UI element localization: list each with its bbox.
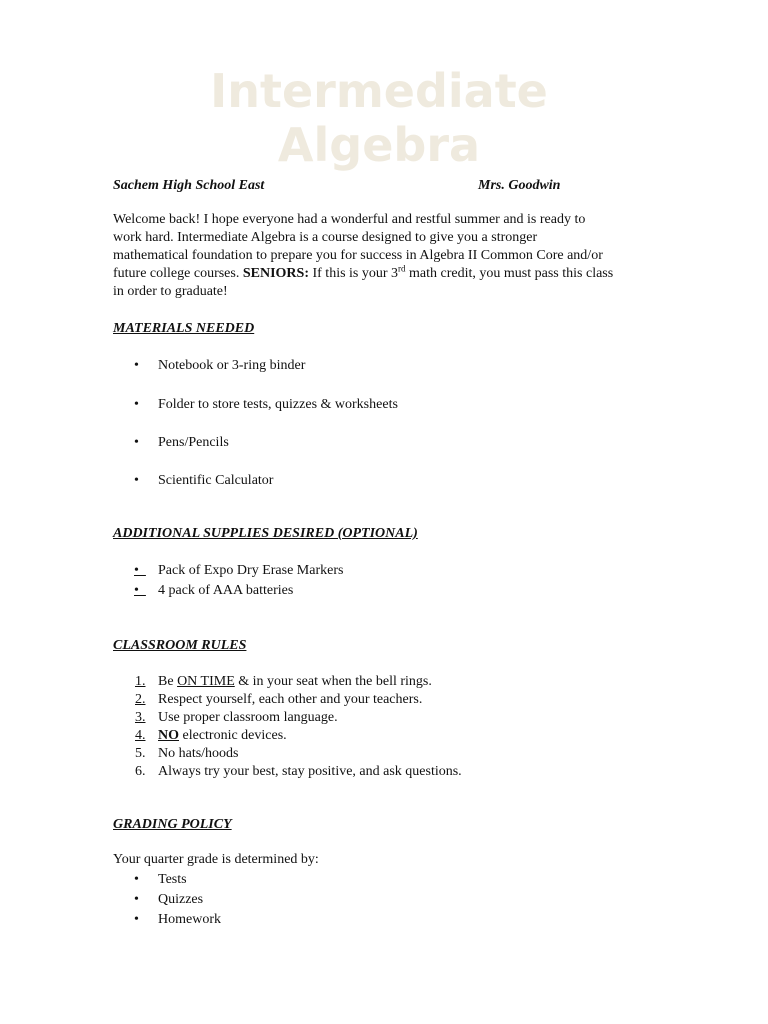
bullet-dot-icon: •: [134, 872, 139, 887]
list-item: • Pack of Expo Dry Erase Markers: [134, 563, 344, 578]
intro-line: [113, 265, 673, 283]
document-page: Intermediate Algebra Sachem High School East Mrs. Goodwin Welcome back! I hope everyone had a wonderful and restful summer and is ready to work hard. Intermediate Algebra is a course designed to give you a stronger mathematical foundation to prepare you for success in Algebra II Common Core and/or future college courses. SENIORS: If this is your 3rd math credit, you must pass this class in order to graduate! MATERIALS NEEDED • Notebook or 3-ring binder • Folder to store tests, quizzes & worksheets • Pens/Pencils • Scientific Calculator ADDITIONAL SUPPLIES DESIRED (OPTIONAL) • Pack of Expo Dry Erase Markers • 4 pack of AAA batteries CLASSROOM RULES 1. Be ON TIME & in your seat when the bell rings. 2. Respect yourself, each other and your teachers. 3. Use proper classroom language. 4. NO electronic devices. 5. No hats/hoods 6. Always try your best, stay positive, and ask questions. GRADING POLICY Your quarter grade is determined by: • Tests • Quizzes • Homework: [0, 0, 768, 1024]
rule-item: 3. Use proper classroom language.: [135, 710, 338, 725]
bullet-dot-icon: •: [134, 397, 139, 412]
bullet-dot-icon: •: [134, 912, 139, 927]
title-line-1: Intermediate: [210, 64, 548, 118]
intro-text: If this is your 3: [308, 266, 399, 281]
bullet-dot-icon: •: [134, 563, 146, 578]
rule-item: 2. Respect yourself, each other and your teachers.: [135, 692, 423, 707]
intro-text: math credit, you must pass this class: [405, 266, 614, 281]
ordinal-suffix: rd: [398, 263, 406, 274]
grading-intro: Your quarter grade is determined by:: [113, 852, 319, 867]
bullet-dot-icon: •: [134, 583, 146, 598]
seniors-label: SENIORS:: [242, 266, 309, 281]
bullet-dot-icon: •: [134, 473, 139, 488]
intro-text: future college courses.: [113, 266, 243, 281]
bullet-dot-icon: •: [134, 358, 139, 373]
rule-item: 1. Be ON TIME & in your seat when the bell rings.: [135, 674, 432, 689]
title-line-2: Algebra: [277, 118, 481, 172]
school-name: Sachem High School East: [113, 178, 265, 193]
on-time-emphasis: ON TIME: [177, 674, 235, 689]
list-item: • 4 pack of AAA batteries: [134, 583, 294, 598]
grading-heading: GRADING POLICY: [113, 817, 232, 832]
intro-paragraph: [113, 211, 673, 301]
intro-line: in order to graduate!: [113, 284, 228, 299]
rules-heading: CLASSROOM RULES: [113, 638, 247, 653]
rule-item: 5. No hats/hoods: [135, 746, 239, 761]
materials-heading: MATERIALS NEEDED: [113, 321, 255, 336]
intro-line: Welcome back! I hope everyone had a wonderful and restful summer and is ready to: [113, 212, 586, 227]
intro-line: mathematical foundation to prepare you for success in Algebra II Common Core and/or: [113, 248, 603, 263]
bullet-dot-icon: •: [134, 892, 139, 907]
teacher-name: Mrs. Goodwin: [478, 178, 561, 193]
rule-item: 4. NO electronic devices.: [135, 728, 287, 743]
rule-item: 6. Always try your best, stay positive, and ask questions.: [135, 764, 462, 779]
no-emphasis: NO: [158, 728, 179, 743]
bullet-dot-icon: •: [134, 435, 139, 450]
supplies-heading: ADDITIONAL SUPPLIES DESIRED (OPTIONAL): [113, 526, 418, 541]
intro-line: work hard. Intermediate Algebra is a course designed to give you a stronger: [113, 230, 538, 245]
